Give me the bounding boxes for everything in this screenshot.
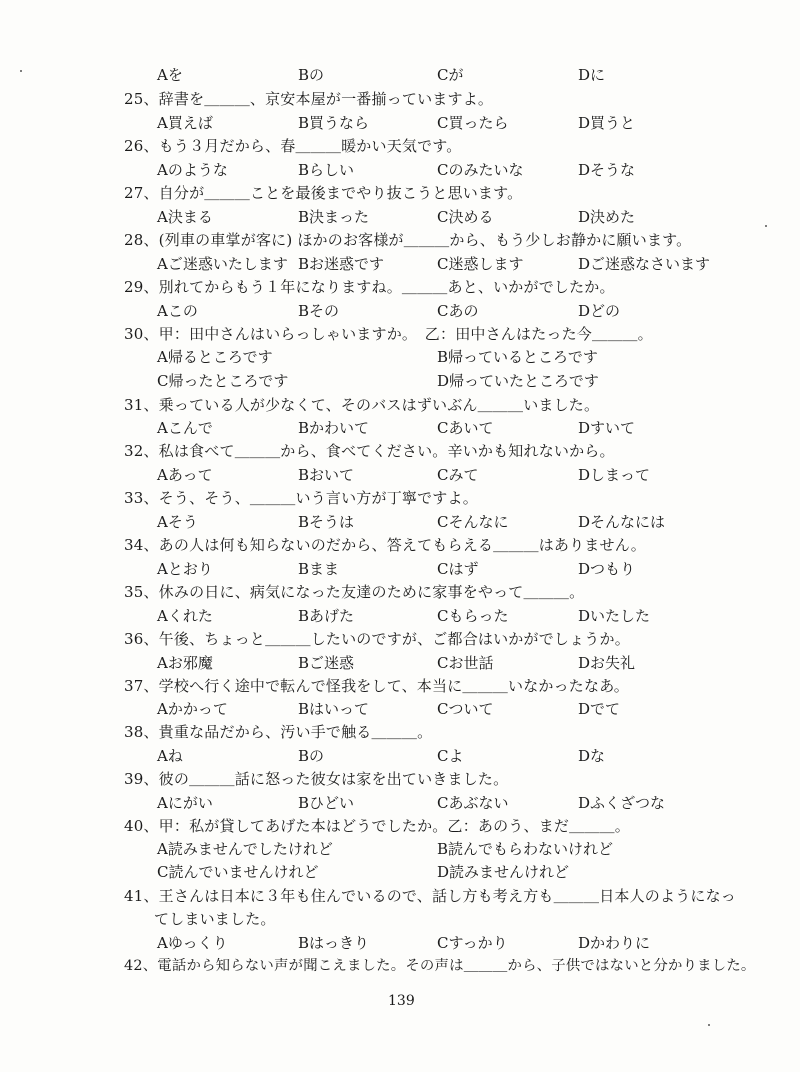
option-c: Cすっかり [437,934,508,952]
option-b: Bはっきり [298,934,370,952]
option-b: Bかわいて [298,419,370,437]
option-a: Aを [157,66,183,84]
option-d: D買うと [578,114,636,132]
option-d: Dふくざつな [578,794,666,812]
question-38: 38、貴重な品だから、汚い手で触る＿＿＿。 [124,723,433,741]
option-c: Cもらった [437,607,509,625]
question-36: 36、午後、ちょっと＿＿＿したいのですが、ご都合はいかがでしょうか。 [124,630,630,648]
option-c: Cついて [437,700,494,718]
option-b: Bひどい [298,794,355,812]
option-d: Dかわりに [578,934,651,952]
option-d: Dどの [578,302,621,320]
option-d: Dいたした [578,607,651,625]
option-a: A決まる [157,208,213,226]
option-c: C帰ったところです [157,372,289,390]
option-a: A買えば [157,114,213,132]
question-28: 28、(列車の車掌が客に) ほかのお客様が＿＿＿から、もう少しお静かに願います。 [124,231,692,249]
option-a: Aそう [157,513,198,531]
option-b: Bその [298,302,340,320]
question-33: 33、そう、そう、＿＿＿いう言い方が丁寧ですよ。 [124,489,478,507]
option-c: C決める [437,208,494,226]
option-a: Aゆっくり [157,934,228,952]
question-42: 42、電話から知らない声が聞こえました。その声は＿＿＿から、子供ではないと分かりました。 [124,958,756,974]
option-b: Bの [298,747,325,765]
question-25: 25、辞書を＿＿＿、京安本屋が一番揃っていますよ。 [124,90,494,108]
option-b: Bらしい [298,161,355,179]
scan-speck [708,1024,710,1026]
question-29: 29、別れてからもう１年になりますね。＿＿＿あと、いかがでしたか。 [124,278,615,296]
option-c: C読んでいませんけれど [157,863,319,881]
question-32: 32、私は食べて＿＿＿から、食べてください。辛いかも知れないから。 [124,442,615,460]
option-c: Cあいて [437,419,494,437]
question-37: 37、学校へ行く途中で転んで怪我をして、本当に＿＿＿いなかったなあ。 [124,677,629,695]
option-d: Dお失礼 [578,654,636,672]
question-41-continuation: てしまいました。 [154,910,276,928]
option-c: C迷惑します [437,255,524,273]
scan-speck [20,70,22,72]
option-b: Bそうは [298,513,355,531]
option-a: A読みませんでしたけれど [157,840,333,858]
option-d: D読みませんけれど [437,863,570,881]
option-c: Cよ [437,747,464,765]
option-d: Dでて [578,700,621,718]
option-b: Bおいて [298,466,355,484]
option-d: D決めた [578,208,636,226]
question-26: 26、もう３月だから、春＿＿＿暖かい天気です。 [124,137,462,155]
question-27: 27、自分が＿＿＿ことを最後までやり抜こうと思います。 [124,184,523,202]
option-d: Dすいて [578,419,636,437]
option-c: Cのみたいな [437,161,524,179]
option-a: Aこの [157,302,198,320]
option-c: C買ったら [437,114,509,132]
option-a: Aね [157,747,183,765]
option-b: Bの [298,66,325,84]
option-a: Aかかって [157,700,228,718]
option-c: Cお世話 [437,654,494,672]
option-c: Cが [437,66,464,84]
option-d: Dしまって [578,466,651,484]
option-a: Aとおり [157,560,213,578]
option-d: D帰っていたところです [437,372,599,390]
option-c: Cあぶない [437,794,509,812]
question-41: 41、王さんは日本に３年も住んでいるので、話し方も考え方も＿＿＿日本人のようになっ [124,887,736,905]
option-a: Aのような [157,161,228,179]
question-30: 30、甲：田中さんはいらっしゃいますか。 乙：田中さんはたった今＿＿＿。 [124,325,653,343]
option-c: Cそんなに [437,513,509,531]
question-34: 34、あの人は何も知らないのだから、答えてもらえる＿＿＿はありません。 [124,536,646,554]
option-b: Bお迷惑です [298,255,385,273]
option-c: Cはず [437,560,479,578]
option-b: B買うなら [298,114,370,132]
option-b: Bご迷惑 [298,654,355,672]
option-c: Cあの [437,302,479,320]
option-a: Aこんで [157,419,213,437]
option-b: Bまま [298,560,340,578]
option-b: Bあげた [298,607,355,625]
option-d: Dそんなには [578,513,666,531]
scan-speck [765,225,767,227]
option-a: Aにがい [157,794,213,812]
option-b: Bはいって [298,700,370,718]
option-d: Dに [578,66,606,84]
option-d: Dご迷惑なさいます [578,255,711,273]
question-35: 35、休みの日に、病気になった友達のために家事をやって＿＿＿。 [124,583,585,601]
page-number: 139 [388,993,415,1009]
option-a: Aお邪魔 [157,654,213,672]
question-40: 40、甲：私が貸してあげた本はどうでしたか。乙：あのう、まだ＿＿＿。 [124,817,630,835]
option-c: Cみて [437,466,479,484]
option-b: B決まった [298,208,370,226]
option-a: Aくれた [157,607,213,625]
option-a: Aご迷惑いたします [157,255,288,273]
option-a: A帰るところです [157,348,273,366]
option-d: Dつもり [578,560,636,578]
option-b: B帰っているところです [437,348,598,366]
option-a: Aあって [157,466,213,484]
question-39: 39、彼の＿＿＿話に怒った彼女は家を出ていきました。 [124,770,509,788]
option-d: Dな [578,747,606,765]
option-d: Dそうな [578,161,636,179]
question-31: 31、乗っている人が少なくて、そのバスはずいぶん＿＿＿いました。 [124,396,600,414]
option-b: B読んでもらわないけれど [437,840,614,858]
